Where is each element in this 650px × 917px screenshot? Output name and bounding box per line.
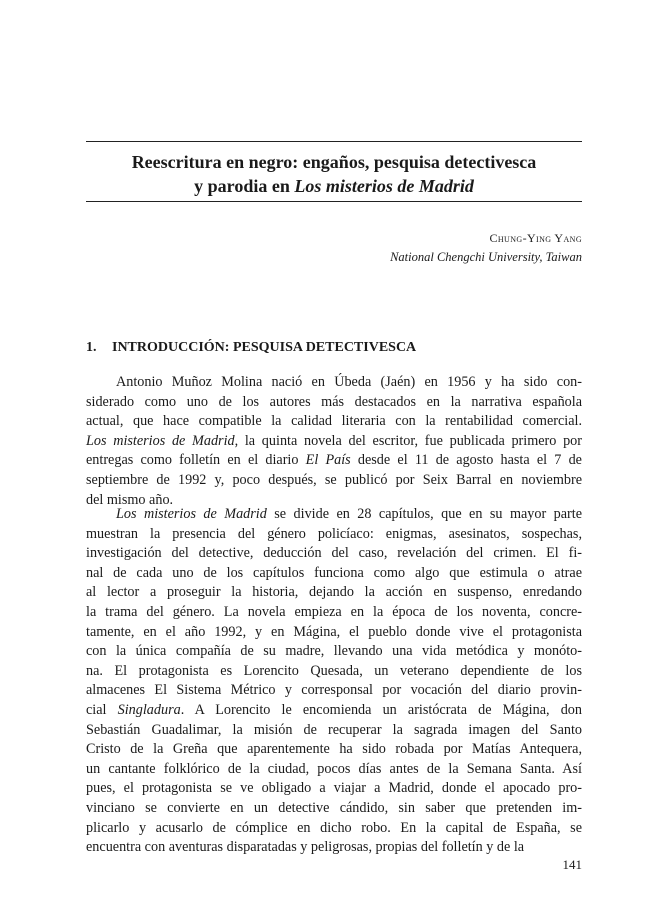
text-line [86,623,582,643]
text-line [86,721,582,741]
section-heading [86,340,416,356]
text-run: tamente, en el año 1992, y en Mágina, el pueblo donde vive el protagonista [86,623,582,640]
text-run: muestran la presencia del género policíaco: enigmas, asesinatos, sospechas, [86,525,582,542]
text-run: con la única compañía de su madre, llevando una vida metódica y monóto- [86,643,582,660]
text-run: actual, que hace compatible la calidad literaria con la rentabilidad comercial. [86,413,582,430]
text-run: al lector a proseguir la historia, dejando la acción en suspenso, enredando [86,584,582,601]
text-run: cial [86,701,118,718]
text-run: un cantante folklórico de la ciudad, pocos días antes de la Semana Santa. Así [86,760,582,777]
text-run: siderado como uno de los autores más destacados en la narrativa española [86,393,582,410]
text-run: entregas como folletín en el diario [86,452,306,469]
text-line [86,583,582,603]
text-run: Antonio Muñoz Molina nació en Úbeda (Jaén) en 1956 y ha sido con- [116,374,582,390]
text-run: encuentra con aventuras disparatadas y peligrosas, propias del folletín y de la [86,839,525,856]
section-number: 1. [86,340,97,355]
text-line [86,779,582,799]
text-run: . A Lorencito le encomienda un aristócrata de Mágina, don [180,701,582,718]
text-run: nal de cada uno de los capítulos funciona como algo que estimula o atrae [86,564,582,581]
text-line [86,760,582,780]
paragraph-2 [86,505,582,858]
text-run: pues, el protagonista se ve obligado a viajar a Madrid, donde el apocado pro- [86,780,582,797]
text-line [86,412,582,432]
text-line [86,525,582,545]
text-line [86,642,582,662]
text-line [86,471,582,491]
text-line [86,662,582,682]
text-run: investigación del detective, deducción del caso, revelación del crimen. El fi- [86,545,582,562]
article-title [86,150,582,198]
paragraph-1 [86,373,582,510]
top-rule [86,141,582,142]
text-run: na. El protagonista es Lorencito Quesada, un veterano dependiente de los [86,662,582,679]
text-line [86,603,582,623]
author-name: Chung-Ying Yang [489,231,582,245]
text-line [86,432,582,452]
text-line [86,681,582,701]
title-line-2-prefix: y parodia en [194,176,295,196]
italic-title: El País [305,452,351,469]
text-run: , la quinta novela del escritor, fue publicada primero por [234,432,582,449]
author-affiliation: National Chengchi University, Taiwan [390,250,582,264]
text-run: plicarlo y acusarlo de cómplice en dicho robo. En la capital de España, se [86,819,582,836]
text-line [86,373,582,393]
text-run: Cristo de la Greña que aparentemente ha sido robada por Matías Antequera, [86,741,582,758]
text-run: del mismo año. [86,491,174,508]
text-line [86,451,582,471]
bottom-rule [86,201,582,202]
title-line-2 [86,174,582,198]
text-line [86,740,582,760]
text-run: Sebastián Guadalimar, la misión de recuperar la sagrada imagen del Santo [86,721,582,738]
text-run: desde el 11 de agosto hasta el 7 de [350,452,582,469]
text-run: vinciano se convierte en un detective cándido, sin saber que pretenden im- [86,799,582,816]
text-run: septiembre de 1992 y, poco después, se publicó por Seix Barral en noviembre [86,471,582,488]
title-book-name: Los misterios de Madrid [294,176,474,196]
text-run: almacenes El Sistema Métrico y corresponsal por vocación del diario provin- [86,682,582,699]
text-run: se divide en 28 capítulos, que en su mayor parte [266,506,583,522]
italic-title: Singladura [117,701,181,718]
page-number: 141 [562,857,582,872]
section-title: INTRODUCCIÓN: PESQUISA DETECTIVESCA [112,340,417,355]
italic-title: Los misterios de Madrid [116,506,267,522]
italic-title: Los misterios de Madrid [86,432,235,449]
text-line [86,564,582,584]
text-line [86,799,582,819]
text-line [86,393,582,413]
text-run: la trama del género. La novela empieza en la época de los noventa, concre- [86,603,582,620]
title-line-1: Reescritura en negro: engaños, pesquisa detectivesca [131,152,537,172]
text-line [86,701,582,721]
text-line [86,838,582,858]
text-line [86,544,582,564]
text-line [86,819,582,839]
text-line [86,505,582,525]
